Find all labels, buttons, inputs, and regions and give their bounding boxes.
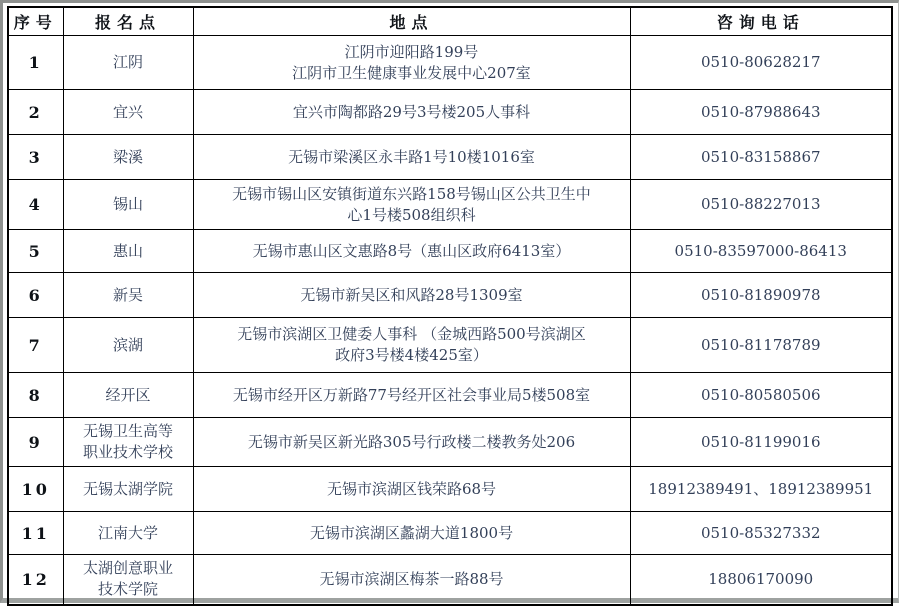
cell-location-line: 无锡市滨湖区卫健委人事科 （金城西路500号滨湖区 [237, 325, 586, 343]
cell-location-line: 江阴市迎阳路199号 [344, 42, 479, 61]
cell-site [63, 318, 193, 373]
cell-phone [630, 318, 892, 373]
cell-location [193, 90, 630, 135]
table-row [8, 230, 892, 273]
table-body [8, 36, 892, 605]
cell-location-line: 无锡市梁溪区永丰路1号10楼1016室 [288, 147, 535, 166]
cell-phone-line: 0510-83158867 [700, 147, 821, 166]
cell-site [63, 36, 193, 90]
cell-site-line: 职业技术学校 [82, 443, 173, 461]
cell-phone-line: 0510-85327332 [700, 523, 821, 542]
cell-index-line: 8 [28, 385, 43, 405]
cell-index [8, 512, 63, 555]
cell-location-line: 无锡市经开区万新路77号经开区社会事业局5楼508室 [232, 385, 591, 404]
cell-location-line: 无锡市新吴区和风路28号1309室 [300, 285, 523, 304]
cell-location-line: 无锡市新吴区新光路305号行政楼二楼教务处206 [247, 432, 576, 451]
cell-location-line: 无锡市滨湖区蠡湖大道1800号 [309, 523, 514, 542]
cell-index-line: 4 [28, 195, 43, 214]
cell-site [63, 135, 193, 180]
cell-location [193, 373, 630, 418]
cell-site [63, 512, 193, 555]
cell-phone [630, 418, 892, 467]
cell-index [8, 467, 63, 512]
table-row [8, 318, 892, 373]
cell-phone-line: 18912389491、18912389951 [648, 479, 874, 498]
cell-phone [630, 512, 892, 555]
cell-phone [630, 555, 892, 605]
table-row [8, 467, 892, 512]
table-header [8, 7, 892, 36]
cell-location-line: 无锡市滨湖区钱荣路68号 [326, 479, 497, 498]
cell-phone-line: 18806170090 [708, 569, 814, 588]
column-header-location: 地点 [193, 7, 630, 36]
cell-location-line: 江阴市卫生健康事业发展中心207室 [292, 63, 531, 82]
cell-index [8, 418, 63, 467]
cell-location [193, 230, 630, 273]
cell-location [193, 135, 630, 180]
cell-index [8, 273, 63, 318]
cell-location-line: 心1号楼508组织科 [347, 205, 476, 224]
registration-points-table [7, 6, 893, 606]
table-row [8, 180, 892, 230]
cell-index [8, 36, 63, 90]
cell-site-line: 新吴 [112, 285, 143, 304]
cell-site-line: 滨湖 [112, 335, 143, 354]
table-row [8, 273, 892, 318]
cell-phone [630, 180, 892, 230]
cell-site-line: 无锡卫生高等 [82, 422, 173, 440]
table-row [8, 418, 892, 467]
cell-phone-line: 0510-88227013 [700, 195, 821, 213]
cell-site-line: 梁溪 [112, 147, 143, 166]
cell-site-line: 江南大学 [97, 523, 158, 542]
cell-index-line: 6 [28, 285, 43, 305]
column-header-site: 报名点 [63, 7, 193, 36]
cell-index-line: 5 [28, 241, 43, 261]
cell-phone [630, 135, 892, 180]
cell-site-line: 经开区 [105, 385, 151, 404]
cell-index-line: 7 [28, 335, 43, 355]
cell-location-line: 宜兴市陶都路29号3号楼205人事科 [292, 102, 531, 121]
cell-index-line: 3 [28, 147, 43, 167]
cell-phone [630, 230, 892, 273]
cell-index-line: 1 [28, 53, 43, 72]
header-row [8, 7, 892, 36]
cell-site-line: 江阴 [112, 53, 143, 71]
cell-location [193, 467, 630, 512]
cell-index [8, 318, 63, 373]
cell-location [193, 318, 630, 373]
cell-site-line: 太湖创意职业 [82, 559, 173, 578]
cell-index [8, 230, 63, 273]
cell-index [8, 555, 63, 605]
cell-phone [630, 90, 892, 135]
cell-location [193, 418, 630, 467]
cell-location [193, 512, 630, 555]
column-header-phone: 咨询电话 [630, 7, 892, 36]
cell-index [8, 180, 63, 230]
cell-site-line: 技术学院 [97, 580, 158, 599]
table-row [8, 36, 892, 90]
table-row [8, 90, 892, 135]
cell-location [193, 36, 630, 90]
cell-site-line: 惠山 [112, 241, 143, 260]
cell-phone-line: 0510-80580506 [700, 385, 821, 404]
cell-phone-line: 0510-81890978 [700, 285, 821, 304]
cell-phone-line: 0510-81178789 [700, 335, 821, 354]
cell-phone-line: 0510-87988643 [700, 102, 821, 121]
cell-phone [630, 273, 892, 318]
table-row [8, 373, 892, 418]
table-row [8, 555, 892, 605]
table-row [8, 512, 892, 555]
cell-site-line: 无锡太湖学院 [82, 479, 173, 498]
cell-location-line: 无锡市锡山区安镇街道东兴路158号锡山区公共卫生中 [232, 184, 591, 203]
cell-phone-line: 0510-81199016 [700, 432, 821, 451]
cell-index-line: 12 [21, 569, 50, 589]
cell-index-line: 2 [28, 102, 43, 122]
cell-site [63, 230, 193, 273]
cell-site [63, 555, 193, 605]
cell-index [8, 135, 63, 180]
cell-phone-line: 0510-80628217 [700, 53, 821, 71]
cell-location-line: 无锡市滨湖区梅茶一路88号 [319, 569, 504, 588]
cell-site-line: 宜兴 [112, 102, 143, 121]
cell-site [63, 373, 193, 418]
cell-site [63, 273, 193, 318]
cell-location-line: 无锡市惠山区文惠路8号（惠山区政府6413室） [252, 241, 571, 260]
cell-location-line: 政府3号楼4楼425室） [335, 346, 488, 364]
cell-location [193, 180, 630, 230]
cell-site [63, 418, 193, 467]
cell-phone-line: 0510-83597000-86413 [674, 241, 847, 260]
cell-index-line: 11 [21, 523, 50, 543]
column-header-index: 序号 [8, 7, 63, 36]
cell-index-line: 10 [21, 479, 50, 499]
table-row [8, 135, 892, 180]
cell-index [8, 90, 63, 135]
cell-index-line: 9 [28, 432, 43, 452]
cell-phone [630, 373, 892, 418]
cell-location [193, 273, 630, 318]
cell-site [63, 90, 193, 135]
cell-phone [630, 36, 892, 90]
cell-phone [630, 467, 892, 512]
cell-site [63, 467, 193, 512]
cell-site-line: 锡山 [112, 195, 143, 213]
cell-site [63, 180, 193, 230]
cell-index [8, 373, 63, 418]
cell-location [193, 555, 630, 605]
